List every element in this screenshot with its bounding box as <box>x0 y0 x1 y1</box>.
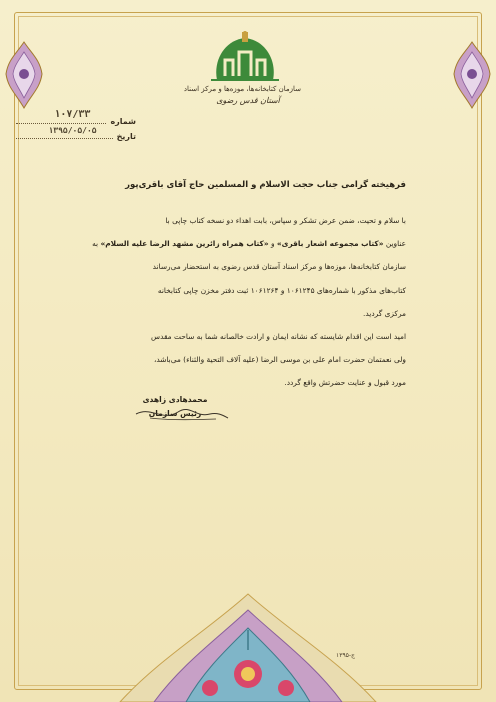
organization-name <box>183 84 301 107</box>
bottom-floral-ornament <box>118 590 378 702</box>
body-line: عناوین «کتاب مجموعه اشعار باقری» و «کتاب همراه زائرین مشهد الرضا علیه السلام» به <box>92 239 406 249</box>
date-value: ۱۳۹۵/۰۵/۰۵ <box>48 126 97 135</box>
handwritten-signature <box>132 400 232 424</box>
body-line: امید است این اقدام شایسته که نشانه ایمان و ارادت خالصانه شما به ساحت مقدس <box>151 331 406 341</box>
book-title-1: «کتاب مجموعه اشعار باقری» <box>276 239 384 249</box>
date-row <box>16 126 136 144</box>
footer-reference-code: ج-۱۳۹۵ <box>336 652 355 659</box>
organization-logo <box>203 30 287 84</box>
body-line: مورد قبول و عنایت حضرتش واقع گردد. <box>284 378 406 388</box>
organization-line2: آستان قدس رضوی <box>216 96 280 105</box>
organization-line1: سازمان کتابخانه‌ها، موزه‌ها و مرکز اسناد <box>183 85 301 93</box>
body-line: سازمان کتابخانه‌ها، موزه‌ها و مرکز اسناد آستان قدس رضوی به استحضار می‌رساند <box>152 262 406 272</box>
letter-body <box>84 209 406 395</box>
signer-name: محمدهادی زاهدی <box>142 395 208 404</box>
number-label: شماره <box>110 117 136 126</box>
right-corner-ornament <box>450 40 494 110</box>
number-value: ۱۰۷/۳۳ <box>54 109 91 120</box>
recipient-salutation: فرهیخته گرامی جناب حجت الاسلام و المسلمین حاج آقای باقری‌پور <box>125 180 406 190</box>
body-line: مرکزی گردید. <box>363 308 406 318</box>
left-corner-ornament <box>2 40 46 110</box>
body-line: کتاب‌های مذکور با شماره‌های ۱۰۶۱۲۴۵ و ۱۰۶۱۲۶۴ ثبت دفتر مخزن چاپی کتابخانه <box>157 285 406 295</box>
date-label: تاریخ <box>116 132 136 141</box>
book-title-2: «کتاب همراه زائرین مشهد الرضا علیه السلام» <box>100 239 269 249</box>
signer-title: رئیس سازمان <box>148 409 202 418</box>
letter-meta <box>16 109 136 144</box>
body-line: با سلام و تحیت، ضمن عرض تشکر و سپاس، بابت اهداء دو نسخه کتاب چاپی با <box>165 216 406 225</box>
body-line: ولی نعمتمان حضرت امام علی بن موسی الرضا (علیه آلاف التحیة والثناء) می‌باشد، <box>153 355 406 365</box>
